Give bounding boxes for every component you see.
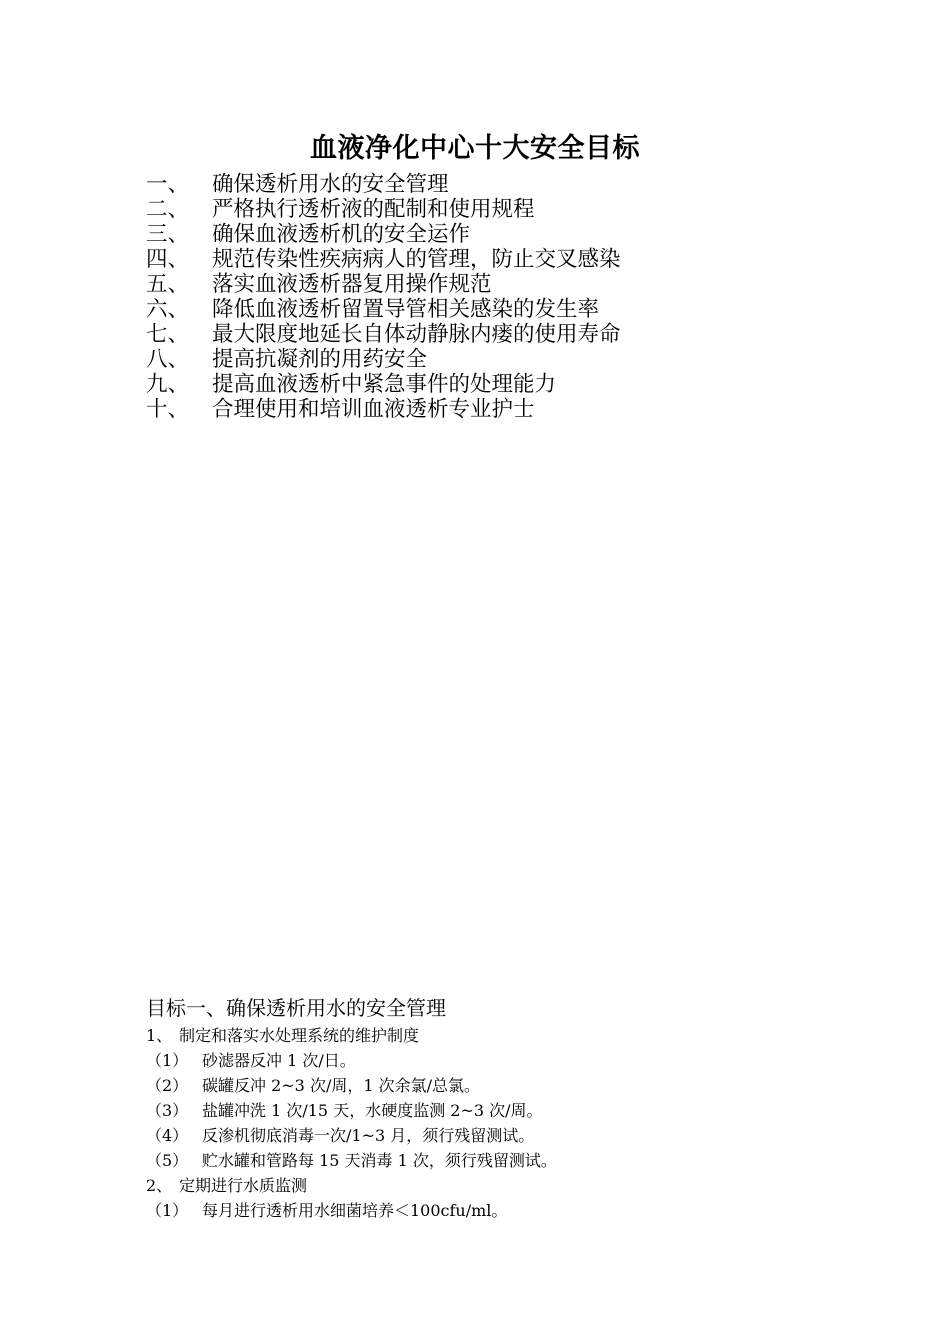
item-number: （1） xyxy=(146,1201,189,1220)
subsection-number: 2、 xyxy=(146,1176,173,1195)
page-title: 血液净化中心十大安全目标 xyxy=(310,133,640,164)
goal-number: 六、 xyxy=(146,297,190,322)
subsection-heading xyxy=(146,1023,557,1048)
goal-text: 提高血液透析中紧急事件的处理能力 xyxy=(212,372,557,397)
goal-item xyxy=(146,247,621,272)
goal-item xyxy=(146,397,621,422)
goal-text: 降低血液透析留置导管相关感染的发生率 xyxy=(212,297,600,322)
item-number: （1） xyxy=(146,1051,189,1070)
list-item xyxy=(146,1073,557,1098)
goal-item xyxy=(146,222,621,247)
goal-item xyxy=(146,272,621,297)
list-item xyxy=(146,1098,557,1123)
list-item xyxy=(146,1148,557,1173)
goal-item xyxy=(146,297,621,322)
goal-number: 十、 xyxy=(146,397,190,422)
goal-number: 一、 xyxy=(146,172,190,197)
subsection-number: 1、 xyxy=(146,1026,173,1045)
section-heading: 目标一、确保透析用水的安全管理 xyxy=(146,996,446,1020)
goal-text: 规范传染性疾病病人的管理，防止交叉感染 xyxy=(212,247,621,272)
goal-item xyxy=(146,372,621,397)
item-text: 碳罐反冲 2~3 次/周，1 次余氯/总氯。 xyxy=(202,1076,480,1095)
goal-number: 三、 xyxy=(146,222,190,247)
goal-number: 八、 xyxy=(146,347,190,372)
goal-number: 二、 xyxy=(146,197,190,222)
goal-text: 合理使用和培训血液透析专业护士 xyxy=(212,397,535,422)
list-item xyxy=(146,1048,557,1073)
goal-text: 确保血液透析机的安全运作 xyxy=(212,222,471,247)
goal-item xyxy=(146,322,621,347)
item-number: （4） xyxy=(146,1126,189,1145)
subsection-text: 定期进行水质监测 xyxy=(179,1176,308,1195)
goal-one-section xyxy=(146,993,557,1223)
goal-text: 确保透析用水的安全管理 xyxy=(212,172,449,197)
list-item xyxy=(146,1123,557,1148)
goal-text: 最大限度地延长自体动静脉内瘘的使用寿命 xyxy=(212,322,621,347)
item-text: 砂滤器反冲 1 次/日。 xyxy=(202,1051,356,1070)
item-text: 每月进行透析用水细菌培养＜100cfu/ml。 xyxy=(202,1201,508,1220)
goal-number: 四、 xyxy=(146,247,190,272)
list-item xyxy=(146,1198,557,1223)
safety-goals-list xyxy=(146,172,621,422)
item-text: 贮水罐和管路每 15 天消毒 1 次，须行残留测试。 xyxy=(202,1151,557,1170)
goal-number: 七、 xyxy=(146,322,190,347)
goal-item xyxy=(146,347,621,372)
goal-text: 提高抗凝剂的用药安全 xyxy=(212,347,428,372)
item-number: （2） xyxy=(146,1076,189,1095)
subsection-heading xyxy=(146,1173,557,1198)
goal-number: 九、 xyxy=(146,372,190,397)
goal-number: 五、 xyxy=(146,272,190,297)
item-number: （3） xyxy=(146,1101,189,1120)
goal-text: 落实血液透析器复用操作规范 xyxy=(212,272,492,297)
subsection-text: 制定和落实水处理系统的维护制度 xyxy=(179,1026,420,1045)
item-text: 反渗机彻底消毒一次/1~3 月，须行残留测试。 xyxy=(202,1126,535,1145)
item-text: 盐罐冲洗 1 次/15 天，水硬度监测 2~3 次/周。 xyxy=(202,1101,543,1120)
goal-item xyxy=(146,197,621,222)
item-number: （5） xyxy=(146,1151,189,1170)
goal-item xyxy=(146,172,621,197)
goal-text: 严格执行透析液的配制和使用规程 xyxy=(212,197,535,222)
